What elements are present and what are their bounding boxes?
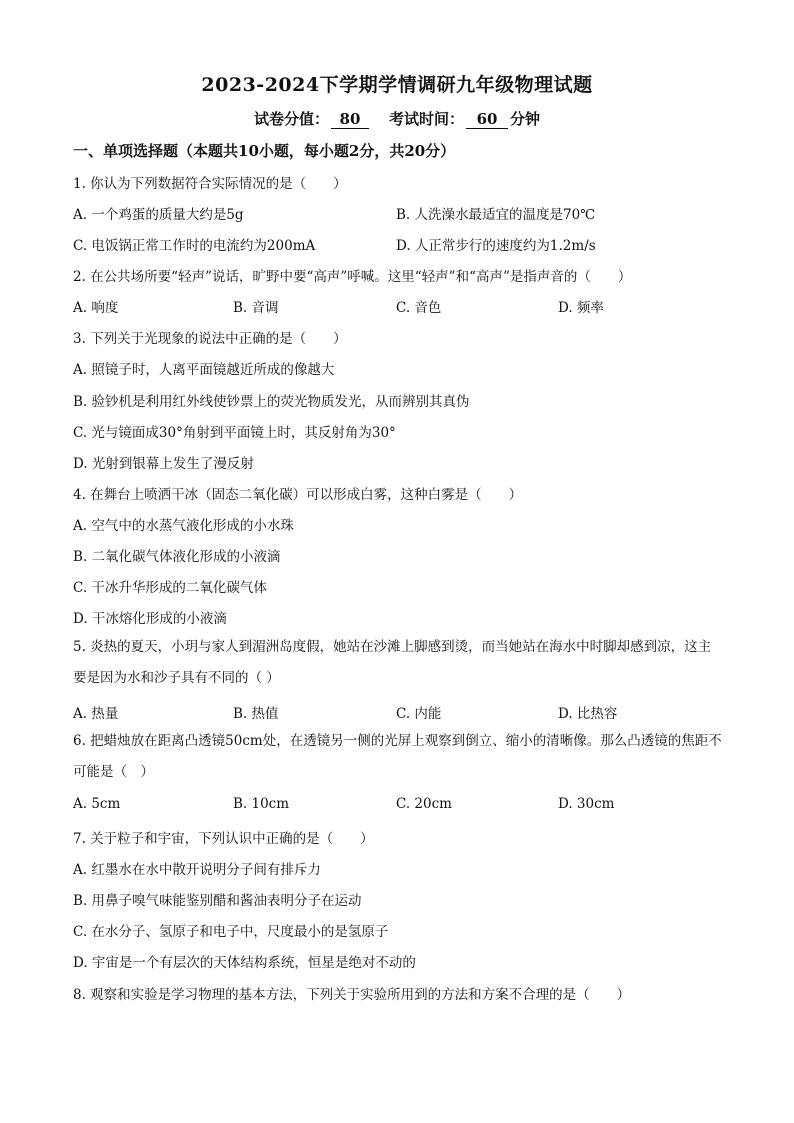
question-2-option-b: B. 音调 <box>233 300 279 316</box>
question-3-option-b: B. 验钞机是利用红外线使钞票上的荧光物质发光，从而辨别其真伪 <box>73 394 470 410</box>
question-6-option-b: B. 10cm <box>233 796 290 812</box>
question-6-option-c: C. 20cm <box>396 796 452 812</box>
score-label: 试卷分值： <box>253 110 329 128</box>
score-value: 80 <box>331 110 369 129</box>
question-7-option-b: B. 用鼻子嗅气味能鉴别醋和酱油表明分子在运动 <box>73 893 362 909</box>
question-5-option-b: B. 热值 <box>233 706 279 722</box>
time-value: 60 <box>466 110 508 129</box>
question-6-stem: 6. 把蜡烛放在距离凸透镜50cm处，在透镜另一侧的光屏上观察到倒立、缩小的清晰像。那么凸透镜的焦距不可能是（ ） <box>73 733 722 780</box>
question-4-option-a: A. 空气中的水蒸气液化形成的小水珠 <box>73 518 294 534</box>
question-1-option-b: B. 人洗澡水最适宜的温度是70℃ <box>396 207 596 223</box>
question-5-option-a: A. 热量 <box>73 706 119 722</box>
page-title: 2023-2024下学期学情调研九年级物理试题 <box>201 74 593 96</box>
question-2-stem: 2. 在公共场所要“轻声”说话，旷野中要“高声”呼喊。这里“轻声”和“高声”是指声音的（ ） <box>73 269 632 285</box>
question-4-option-b: B. 二氧化碳气体液化形成的小液滴 <box>73 549 281 565</box>
question-1-option-c: C. 电饭锅正常工作时的电流约为200mA <box>73 238 316 254</box>
question-1-stem: 1. 你认为下列数据符合实际情况的是（ ） <box>73 176 347 192</box>
question-3-option-d: D. 光射到银幕上发生了漫反射 <box>73 456 254 472</box>
question-1-option-a: A. 一个鸡蛋的质量大约是5g <box>73 207 244 223</box>
question-3-option-a: A. 照镜子时，人离平面镜越近所成的像越大 <box>73 362 335 378</box>
question-4-option-c: C. 干冰升华形成的二氧化碳气体 <box>73 580 267 596</box>
time-unit: 分钟 <box>510 110 541 128</box>
question-6-option-a: A. 5cm <box>73 796 121 812</box>
question-2-option-c: C. 音色 <box>396 300 442 316</box>
question-5-option-c: C. 内能 <box>396 706 442 722</box>
question-5-stem: 5. 炎热的夏天，小玥与家人到湄洲岛度假，她站在沙滩上脚感到烫，而当她站在海水中时脚却感到凉，这主要是因为水和沙子具有不同的（ ） <box>73 639 712 686</box>
question-7-option-a: A. 红墨水在水中散开说明分子间有排斥力 <box>73 862 321 878</box>
question-2-option-a: A. 响度 <box>73 300 119 316</box>
question-5-option-d: D. 比热容 <box>558 706 618 722</box>
question-7-stem: 7. 关于粒子和宇宙，下列认识中正确的是（ ） <box>73 831 374 847</box>
section-heading: 一、单项选择题（本题共10小题，每小题2分，共20分） <box>73 142 456 160</box>
question-7-option-d: D. 宇宙是一个有层次的天体结构系统，恒星是绝对不动的 <box>73 955 416 971</box>
time-label: 考试时间： <box>388 110 464 128</box>
question-1-option-d: D. 人正常步行的速度约为1.2m/s <box>396 238 596 254</box>
question-3-stem: 3. 下列关于光现象的说法中正确的是（ ） <box>73 331 347 347</box>
question-2-option-d: D. 频率 <box>558 300 604 316</box>
question-4-option-d: D. 干冰熔化形成的小液滴 <box>73 611 227 627</box>
question-4-stem: 4. 在舞台上喷洒干冰（固态二氧化碳）可以形成白雾，这种白雾是（ ） <box>73 487 523 503</box>
exam-info <box>0 108 794 129</box>
question-6-option-d: D. 30cm <box>558 796 615 812</box>
question-8-stem: 8. 观察和实验是学习物理的基本方法，下列关于实验所用到的方法和方案不合理的是（ ） <box>73 987 631 1003</box>
question-3-option-c: C. 光与镜面成30°角射到平面镜上时，其反射角为30° <box>73 425 396 441</box>
question-7-option-c: C. 在水分子、氢原子和电子中，尺度最小的是氢原子 <box>73 924 389 940</box>
